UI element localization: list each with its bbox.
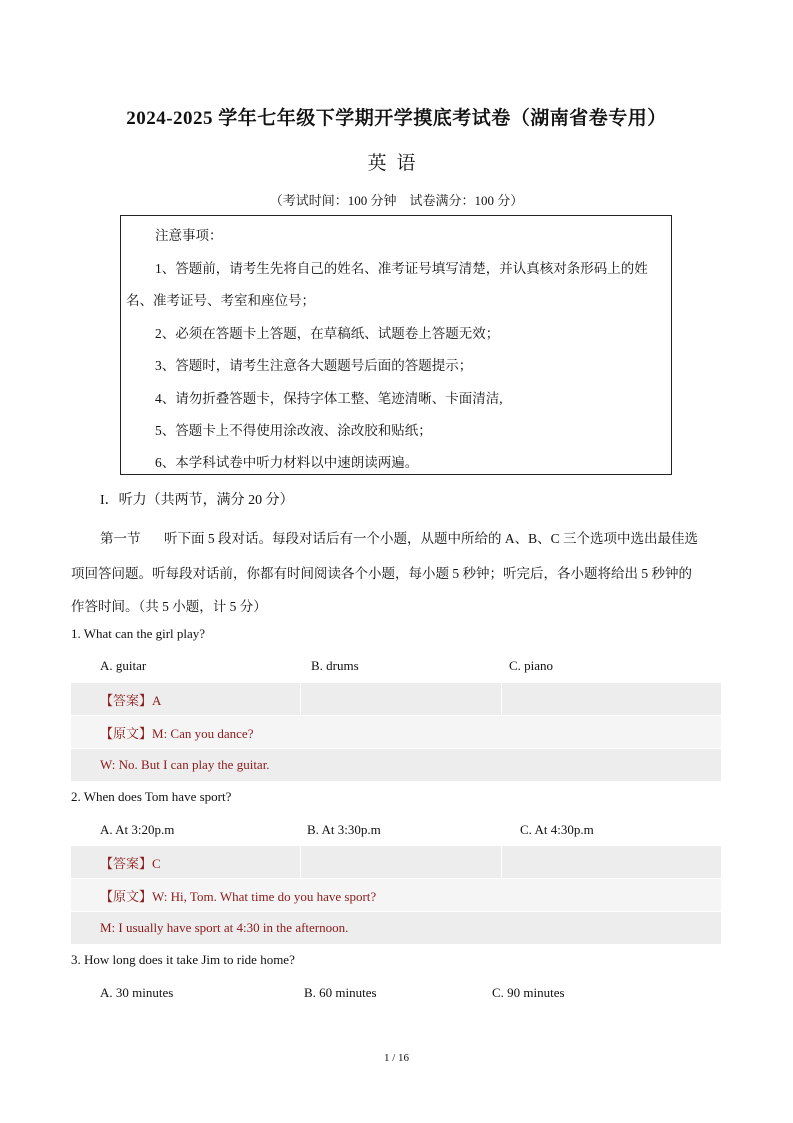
source-line: W: No. But I can play the guitar. (71, 749, 721, 782)
answer-value: A (152, 692, 162, 708)
option-b: B. At 3:30p.m (307, 822, 381, 837)
source-row (71, 879, 721, 912)
answer-row (71, 846, 721, 879)
option-b: B. 60 minutes (304, 985, 377, 1000)
option-a: A. guitar (100, 658, 147, 673)
option-a: A. At 3:20p.m (100, 822, 175, 837)
notice-item: 5、答题卡上不得使用涂改液、涂改胶和贴纸； (155, 423, 432, 438)
source-label: 【原文】 (100, 888, 153, 904)
subject-title: 英语 (367, 153, 426, 174)
answer-label: 【答案】 (100, 692, 153, 708)
part1-instruction: 听下面 5 段对话。每段对话后有一个小题，从题中所给的 A、B、C 三个选项中选出最佳选 (164, 531, 699, 546)
notice-item: 名、准考证号、考室和座位号； (126, 293, 315, 308)
source-label: 【原文】 (100, 725, 153, 741)
question-3: 3. How long does it take Jim to ride home? (71, 952, 295, 967)
option-c: C. 90 minutes (492, 985, 565, 1000)
exam-info: （考试时间：100 分钟 试卷满分：100 分） (269, 193, 524, 208)
notice-item: 1、答题前，请考生先将自己的姓名、准考证号填写清楚，并认真核对条形码上的姓 (155, 261, 648, 276)
source-cell (71, 716, 721, 749)
answer-table-1 (71, 683, 721, 781)
page-title: 2024-2025 学年七年级下学期开学摸底考试卷（湖南省卷专用） (126, 108, 667, 129)
section-heading: I．听力（共两节，满分 20 分） (100, 493, 294, 508)
answer-cell (71, 683, 301, 716)
notice-heading: 注意事项： (155, 228, 223, 243)
source-line: M: Can you dance? (152, 725, 254, 741)
option-a: A. 30 minutes (100, 985, 174, 1000)
notice-item: 6、本学科试卷中听力材料以中速朗读两遍。 (155, 455, 419, 470)
source-line: M: I usually have sport at 4:30 in the afternoon. (71, 912, 721, 945)
source-cell (71, 879, 721, 912)
page-number: 1 / 16 (383, 1052, 410, 1064)
answer-value: C (152, 855, 161, 871)
notice-item: 4、请勿折叠答题卡，保持字体工整、笔迹清晰、卡面清洁, (155, 391, 503, 406)
source-row (71, 912, 721, 945)
source-row (71, 749, 721, 782)
option-c: C. At 4:30p.m (520, 822, 594, 837)
answer-row (71, 683, 721, 716)
notice-item: 3、答题时，请考生注意各大题题号后面的答题提示； (155, 358, 473, 373)
source-row (71, 716, 721, 749)
source-line: W: Hi, Tom. What time do you have sport? (152, 888, 377, 904)
answer-table-2 (71, 846, 721, 944)
notice-item: 2、必须在答题卡上答题，在草稿纸、试题卷上答题无效； (155, 326, 500, 341)
option-c: C. piano (509, 658, 554, 673)
question-2: 2. When does Tom have sport? (71, 789, 232, 804)
answer-cell (71, 846, 301, 879)
answer-label: 【答案】 (100, 855, 153, 871)
part1-instruction: 作答时间。（共 5 小题，计 5 分） (71, 599, 267, 614)
part1-instruction: 项回答问题。听每段对话前，你都有时间阅读各个小题，每小题 5 秒钟；听完后，各小题将给出 5 秒钟的 (71, 566, 692, 581)
question-1: 1. What can the girl play? (71, 626, 206, 641)
option-b: B. drums (311, 658, 359, 673)
part1-label: 第一节 (100, 531, 141, 546)
